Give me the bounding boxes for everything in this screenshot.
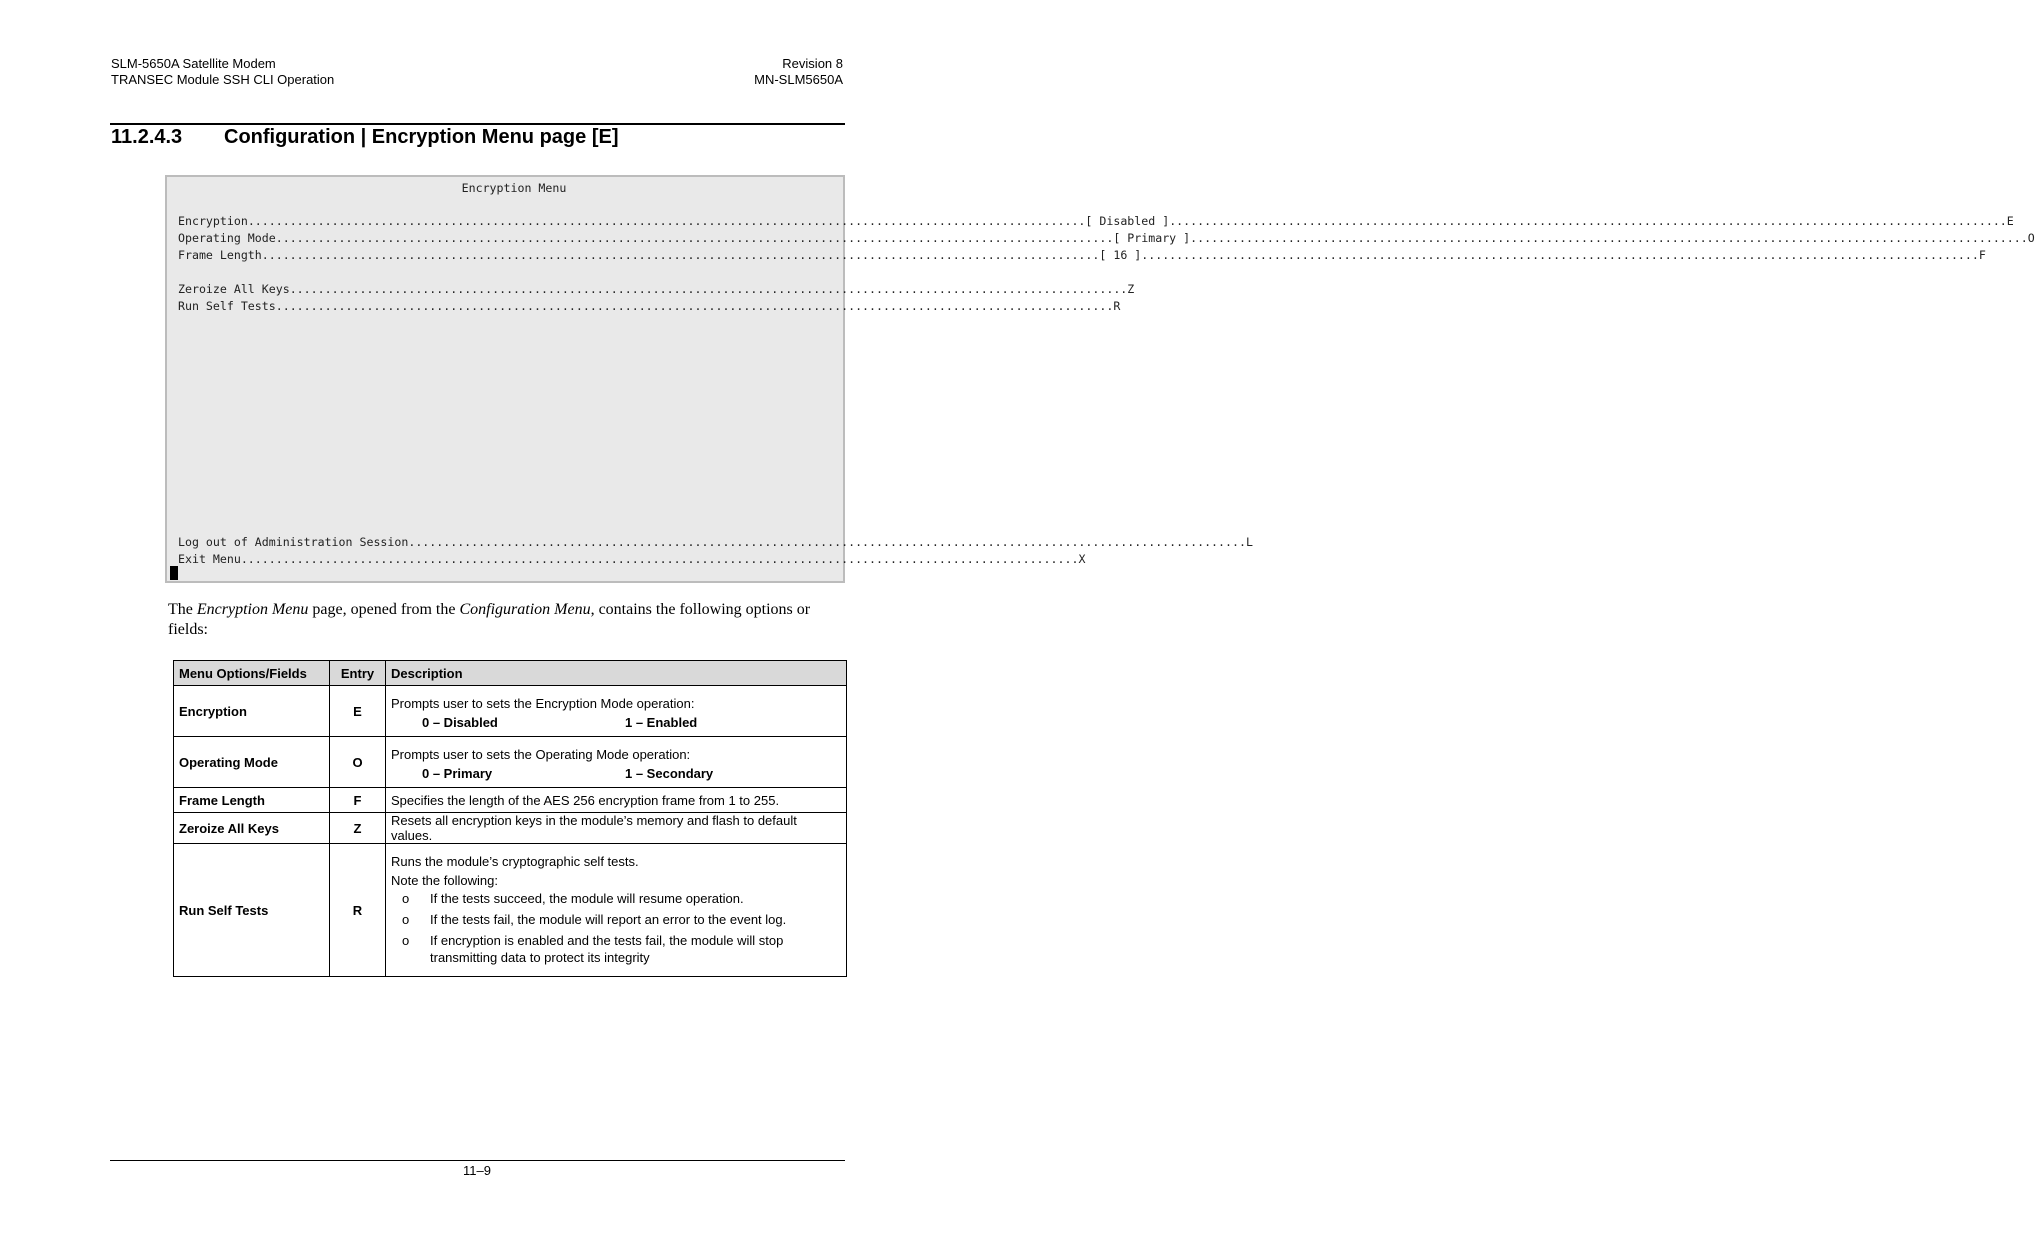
column-header: Entry: [330, 661, 386, 686]
list-item: [391, 890, 841, 907]
option-values: [391, 715, 841, 730]
option-value: 1 – Secondary: [625, 765, 714, 781]
option-entry: E: [330, 686, 386, 737]
intro-emphasis: Configuration Menu: [459, 601, 591, 618]
terminal-line-operating-mode: [178, 230, 2035, 247]
notes-list: [391, 890, 841, 966]
bullet-icon: o: [402, 911, 410, 927]
list-item-text: If the tests succeed, the module will resume operation.: [430, 890, 744, 906]
dot-leader: ........................................................................................................................: [1190, 231, 2028, 245]
terminal-label: Exit Menu: [178, 552, 241, 566]
option-value: 0 – Primary: [422, 765, 493, 781]
intro-paragraph: [168, 600, 844, 640]
list-item-text: If encryption is enabled and the tests fail, the module will stop transmitting data to protect its integrity: [430, 932, 784, 965]
section-heading: [111, 126, 618, 149]
running-header-right: [754, 56, 843, 88]
terminal-value: [ Primary ]: [1113, 231, 1191, 245]
dot-leader: ........................................................................................................................: [240, 552, 1079, 566]
table-row: [174, 788, 847, 813]
column-header: Description: [386, 661, 847, 686]
table-row: [174, 686, 847, 737]
terminal-value: [ Disabled ]: [1085, 214, 1170, 228]
product-name: SLM-5650A Satellite Modem: [111, 56, 276, 71]
intro-emphasis: Encryption Menu: [196, 601, 309, 618]
bullet-icon: o: [402, 890, 410, 906]
description-text: Prompts user to sets the Operating Mode operation:: [391, 746, 691, 762]
dot-leader: ........................................................................................................................: [275, 299, 1114, 313]
terminal-key: L: [1245, 535, 1253, 549]
terminal-menu-title: Encryption Menu: [461, 181, 567, 195]
option-value: 1 – Enabled: [625, 714, 698, 730]
terminal-value: [ 16 ]: [1099, 248, 1142, 262]
table-header-row: [174, 661, 847, 686]
terminal-label: Run Self Tests: [178, 299, 276, 313]
note-text: Note the following:: [391, 872, 498, 888]
page-number: 11–9: [463, 1163, 491, 1178]
terminal-key: F: [1978, 248, 1986, 262]
terminal-line-exit: [178, 551, 1086, 568]
option-description: [386, 737, 847, 788]
option-entry: F: [330, 788, 386, 813]
revision: Revision 8: [782, 56, 843, 71]
option-entry: R: [330, 844, 386, 977]
section-title: Configuration | Encryption Menu page [E]: [224, 126, 619, 148]
option-name: Frame Length: [174, 788, 330, 813]
terminal-key: R: [1113, 299, 1121, 313]
terminal-line-zeroize: [178, 281, 1135, 298]
dot-leader: ........................................................................................................................: [408, 535, 1246, 549]
terminal-key: Z: [1127, 282, 1135, 296]
dot-leader: ........................................................................................................................: [1141, 248, 1979, 262]
dot-leader: ........................................................................................................................: [289, 282, 1128, 296]
option-value: 0 – Disabled: [422, 714, 498, 730]
dot-leader: ........................................................................................................................: [1169, 214, 2007, 228]
terminal-cursor: [170, 566, 178, 580]
table-row: [174, 844, 847, 977]
terminal-key: E: [2006, 214, 2014, 228]
terminal-key: X: [1078, 552, 1086, 566]
section-number: 11.2.4.3: [111, 126, 183, 148]
terminal-label: Encryption: [178, 214, 248, 228]
options-table: [173, 660, 847, 977]
terminal-label: Frame Length: [178, 248, 262, 262]
table-row: [174, 737, 847, 788]
dot-leader: ........................................................................................................................: [247, 214, 1086, 228]
option-description: [386, 686, 847, 737]
option-entry: O: [330, 737, 386, 788]
option-description: Specifies the length of the AES 256 encryption frame from 1 to 255.: [386, 788, 847, 813]
terminal-label: Log out of Administration Session: [178, 535, 409, 549]
dot-leader: ........................................................................................................................: [261, 248, 1100, 262]
terminal-line-self-tests: [178, 298, 1121, 315]
list-item: [391, 911, 841, 928]
option-values: [391, 766, 841, 781]
column-header: Menu Options/Fields: [174, 661, 330, 686]
terminal-line-encryption: [178, 213, 2014, 230]
option-name: Operating Mode: [174, 737, 330, 788]
terminal-label: Operating Mode: [178, 231, 276, 245]
terminal-line-frame-length: [178, 247, 1986, 264]
terminal-screenshot: [165, 175, 2035, 583]
intro-text: , contains the following options or fields:: [168, 601, 811, 638]
intro-text: The: [168, 601, 197, 618]
dot-leader: ........................................................................................................................: [275, 231, 1114, 245]
option-description: [386, 844, 847, 977]
list-item: [391, 932, 841, 966]
terminal-key: O: [2027, 231, 2035, 245]
header-rule: [110, 123, 845, 125]
terminal-line-logout: [178, 534, 1253, 551]
running-header-left: [111, 56, 334, 88]
option-name: Encryption: [174, 686, 330, 737]
table-row: [174, 813, 847, 844]
option-entry: Z: [330, 813, 386, 844]
intro-text: page, opened from the: [308, 601, 460, 618]
bullet-icon: o: [402, 932, 410, 948]
option-name: Zeroize All Keys: [174, 813, 330, 844]
list-item-text: If the tests fail, the module will report an error to the event log.: [430, 911, 787, 927]
terminal-label: Zeroize All Keys: [178, 282, 290, 296]
document-number: MN-SLM5650A: [754, 72, 843, 87]
option-description: Resets all encryption keys in the module’s memory and flash to default values.: [386, 813, 847, 844]
description-text: Prompts user to sets the Encryption Mode operation:: [391, 695, 695, 711]
footer-rule: [110, 1160, 845, 1161]
description-text: Runs the module’s cryptographic self tests.: [391, 853, 639, 869]
chapter-name: TRANSEC Module SSH CLI Operation: [111, 72, 335, 87]
option-name: Run Self Tests: [174, 844, 330, 977]
